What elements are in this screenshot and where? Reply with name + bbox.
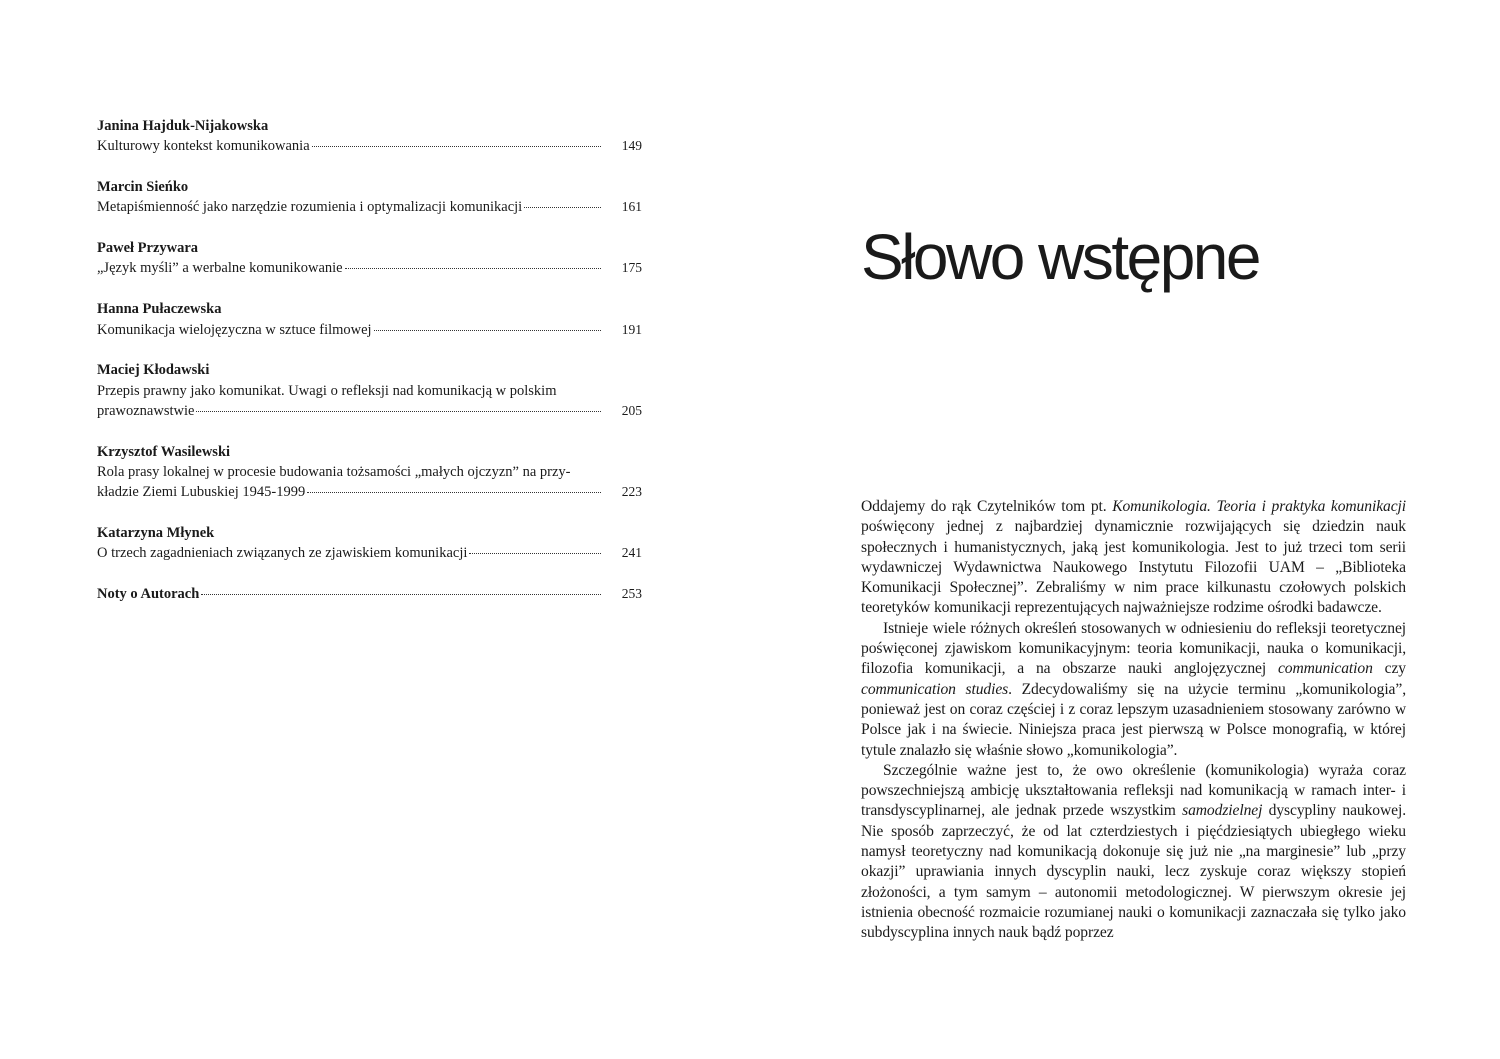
toc-entry [97,177,642,218]
toc-title-row [97,197,642,217]
toc-title: Kulturowy kontekst komunikowania [97,138,310,155]
toc-entry [97,442,642,503]
toc-title-row [97,320,642,340]
text-run: Oddajemy do rąk Czytelników tom pt. [861,498,1113,515]
toc-entry [97,238,642,279]
toc-page-number: 149 [621,138,642,154]
toc-author: Maciej Kłodawski [97,362,210,379]
toc-title-row [97,136,642,156]
toc-entry [97,360,642,421]
preface-paragraph-2 [861,619,1406,761]
toc-page-number: 253 [621,586,642,602]
dot-leader [524,206,601,208]
toc-entry [97,299,642,340]
toc-page-number: 241 [621,545,642,561]
toc-author: Katarzyna Młynek [97,525,215,542]
toc-author: Krzysztof Wasilewski [97,443,231,460]
toc-page-number: 161 [621,199,642,215]
toc-title: kładzie Ziemi Lubuskiej 1945-1999 [97,484,306,501]
dot-leader [196,410,601,412]
dot-leader [345,267,601,269]
text-run: . Zdecydowaliśmy się na użycie terminu „komunikologia”, ponieważ jest on coraz częściej i z coraz lepszym uzasadnieniem stosowany zarówno w Polsce jak i na świecie. Niniejsza praca jest pierwszą w Polsce monografią, w której tytule znalazło się właśnie słowo „komunikologia”. [861,680,1406,759]
toc-title-row [97,584,642,604]
toc-author: Paweł Przywara [97,240,199,257]
toc-entry-notes [97,584,642,604]
preface-body [861,497,1406,944]
toc-title: Komunikacja wielojęzyczna w sztuce filmowej [97,321,372,338]
toc-page-number: 223 [621,484,642,500]
toc-title-row [97,258,642,278]
toc-title: O trzech zagadnieniach związanych ze zjawiskiem komunikacji [97,545,468,562]
italic-term: samodzielnej [1182,802,1263,820]
toc-title-row [97,543,642,563]
text-run: Szczególnie ważne jest to, że owo określenie (komunikologia) wyraża coraz powszechniejszą ambicję ukształtowania refleksji nad komunikacją w ramach inter- i transdyscyplinarnej, ale jednak przede wszystkim [861,761,1406,820]
table-of-contents [97,116,642,625]
dot-leader [312,145,601,147]
toc-author: Hanna Pułaczewska [97,301,222,318]
preface-paragraph-1 [861,497,1406,619]
toc-title: Noty o Autorach [97,586,200,603]
preface-title: Słowo wstępne [861,221,1259,293]
toc-author: Marcin Sieńko [97,179,189,196]
toc-page-number: 205 [621,402,642,418]
toc-entry [97,523,642,564]
toc-title-line: Przepis prawny jako komunikat. Uwagi o refleksji nad komunikacją w polskim [97,382,557,399]
dot-leader [307,491,601,493]
toc-page-number: 191 [621,321,642,337]
toc-page-number: 175 [621,260,642,276]
toc-title-line: Rola prasy lokalnej w procesie budowania tożsamości „małych ojczyzn” na przy- [97,464,571,481]
toc-title-row [97,401,642,421]
dot-leader [201,593,601,595]
toc-title-row [97,482,642,502]
toc-title: „Język myśli” a werbalne komunikowanie [97,260,343,277]
preface-paragraph-3 [861,761,1406,944]
italic-term: communication studies [861,680,1009,698]
toc-entry [97,116,642,157]
text-run: Istnieje wiele różnych określeń stosowanych w odniesieniu do refleksji teoretycznej poświęconej zjawiskom komunikacyjnym: teoria komunikacji, nauka o komunikacji, filozofia komunikacji, a na obszarze nauki anglojęzycznej [861,619,1406,678]
book-title: Komunikologia. Teoria i praktyka komunikacji [1112,498,1406,515]
dot-leader [374,329,601,331]
toc-title: Metapiśmienność jako narzędzie rozumienia i optymalizacji komunikacji [97,199,523,216]
italic-term: communication [1277,660,1373,678]
text-run: poświęcony jednej z najbardziej dynamicznie rozwijających się dziedzin nauk społecznych i humanistycznych, jaką jest komunikologia. Jest to już trzeci tom serii wydawniczej Wydawnictwa Naukowego Instytutu Filozofii UAM – „Biblioteka Komunikacji Społecznej”. Zebraliśmy w nim prace kilkunastu czołowych polskich teoretyków komunikacji reprezentujących najważniejsze rodzime ośrodki badawcze. [861,518,1406,617]
text-run: dyscypliny naukowej. Nie sposób zaprzeczyć, że od lat czterdziestych i pięćdziesiątych ubiegłego wieku namysł teoretyczny nad komunikacją dokonuje się już nie „na marginesie” lub „przy okazji” uprawiania innych dyscyplin nauki, lecz zyskuje coraz większy stopień złożoności, a tym samym – autonomii metodologicznej. W pierwszym okresie jej istnienia obecność rozmaicie rozumianej nauki o komunikacji zaznaczała się tylko jako subdyscyplina innych nauk bądź poprzez [861,802,1406,942]
toc-author: Janina Hajduk-Nijakowska [97,118,269,134]
toc-title: prawoznawstwie [97,402,195,419]
dot-leader [469,552,601,554]
text-run: czy [1372,660,1406,678]
